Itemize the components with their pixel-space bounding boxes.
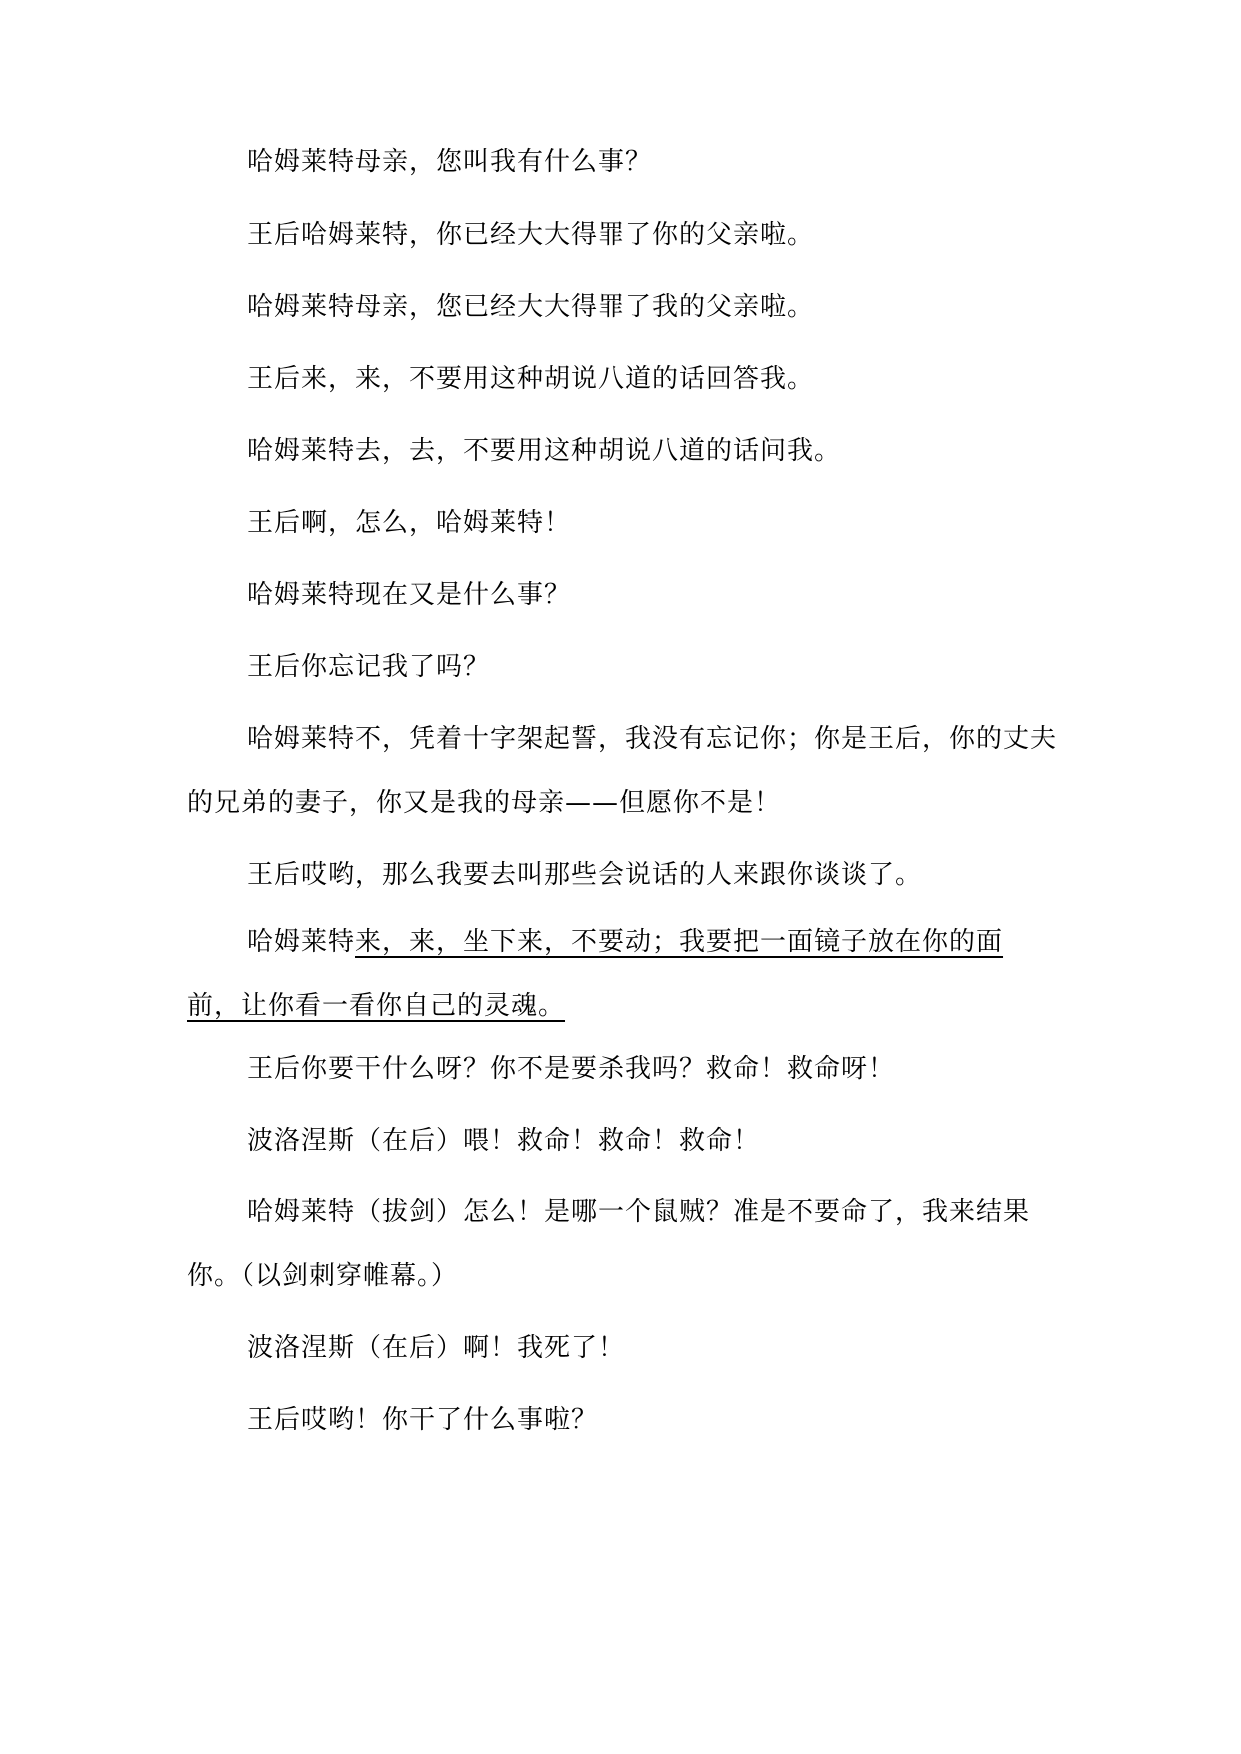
dialogue-line: 哈姆莱特母亲，您叫我有什么事？ (247, 147, 653, 177)
dialogue-line: 波洛涅斯（在后）喂！救命！救命！救命！ (247, 1126, 761, 1156)
dialogue-line: 王后哎哟，那么我要去叫那些会说话的人来跟你谈谈了。 (247, 860, 923, 890)
dialogue-line: 哈姆莱特不，凭着十字架起誓，我没有忘记你；你是王后，你的丈夫的兄弟的妻子，你又是我的母亲——但愿你不是！ (187, 724, 1058, 818)
dialogue-line: 波洛涅斯（在后）啊！我死了！ (247, 1333, 626, 1363)
underlined-speech: 来，来，坐下来，不要动；我要把一面镜子放在你的面前，让你看一看你自己的灵魂。 (187, 927, 1004, 1021)
speaker-name: 哈姆莱特 (247, 927, 356, 957)
dialogue-line: 王后哎哟！你干了什么事啦？ (247, 1405, 599, 1435)
dialogue-line: 哈姆莱特去，去，不要用这种胡说八道的话问我。 (247, 436, 842, 466)
dialogue-line: 王后来，来，不要用这种胡说八道的话回答我。 (247, 364, 815, 394)
dialogue-line: 哈姆莱特（拔剑）怎么！是哪一个鼠贼？准是不要命了，我来结果你。（以剑刺穿帷幕。） (187, 1197, 1031, 1291)
dialogue-line: 哈姆莱特母亲，您已经大大得罪了我的父亲啦。 (247, 292, 815, 322)
dialogue-line: 王后你忘记我了吗？ (247, 652, 491, 682)
dialogue-line: 王后你要干什么呀？你不是要杀我吗？救命！救命呀！ (247, 1054, 896, 1084)
dialogue-line: 哈姆莱特现在又是什么事？ (247, 580, 572, 610)
dialogue-line: 王后啊，怎么，哈姆莱特！ (247, 508, 572, 538)
dialogue-line-underlined (187, 910, 1057, 1038)
dialogue-line: 王后哈姆莱特，你已经大大得罪了你的父亲啦。 (247, 220, 815, 250)
